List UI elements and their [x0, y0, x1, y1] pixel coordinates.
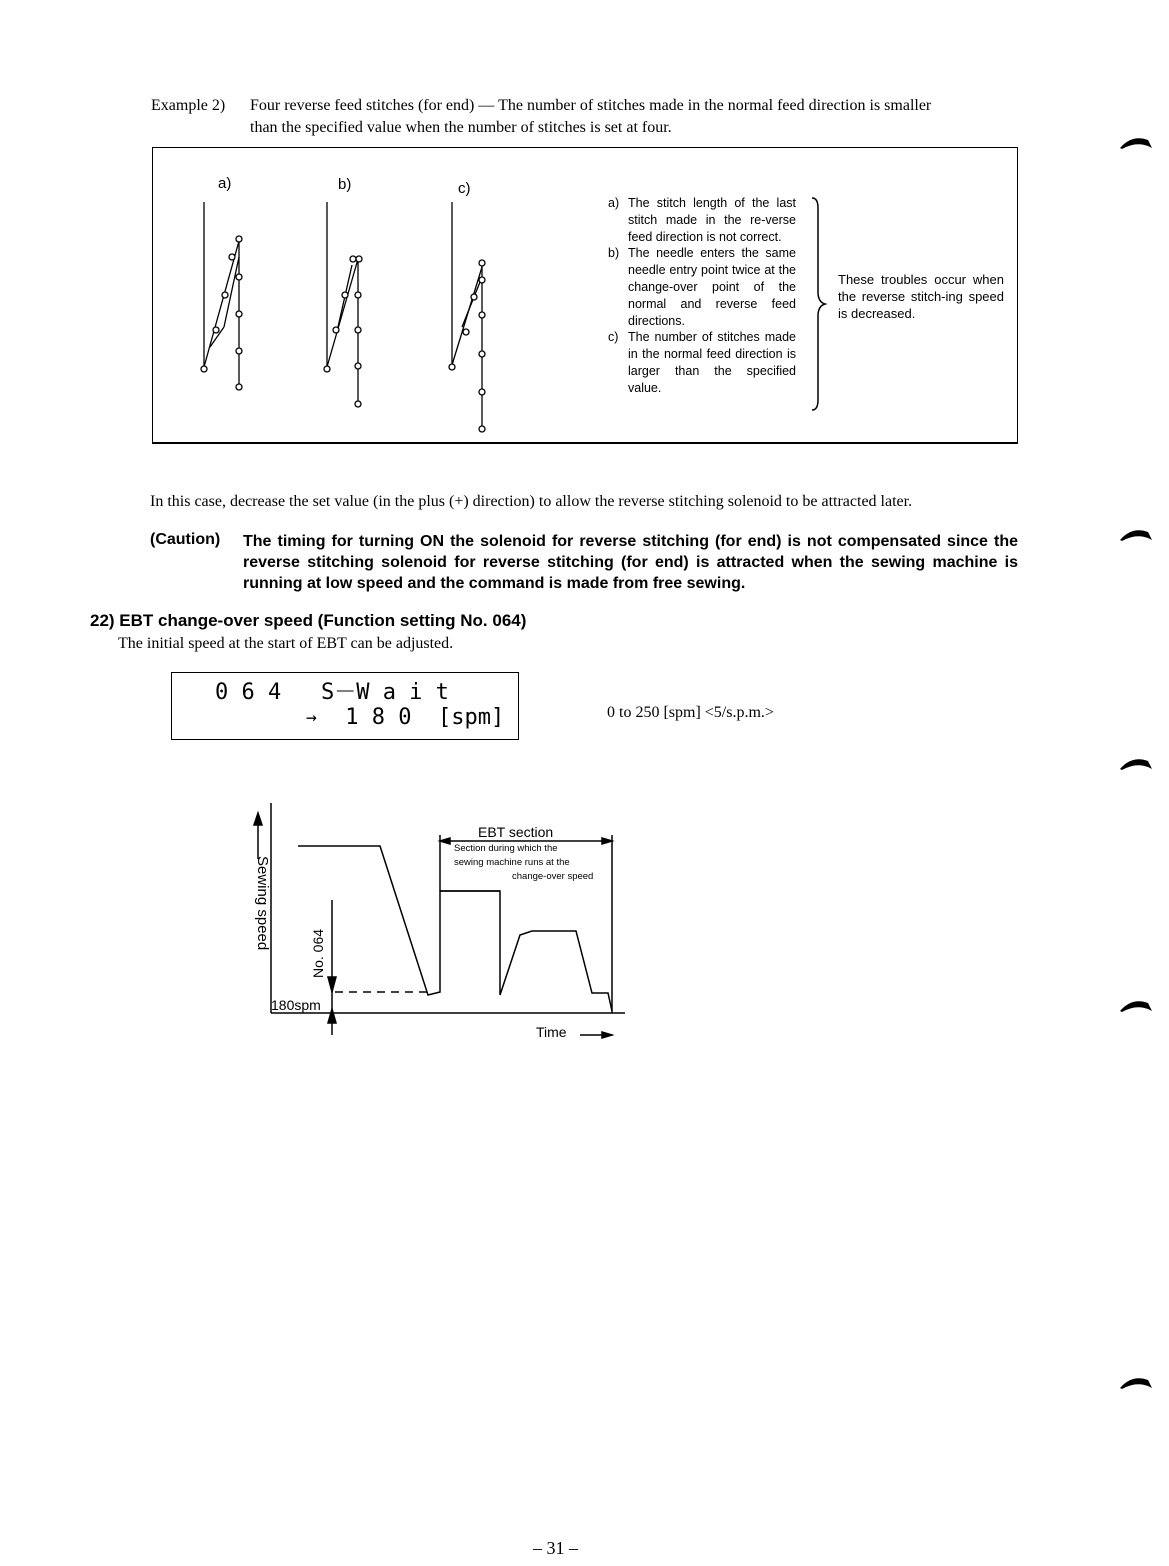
display-line1: 0 6 4 S－W a i t [215, 680, 449, 705]
stitch-diagram-b [324, 202, 362, 407]
note-letter: a) [608, 196, 620, 210]
section-title: 22) EBT change-over speed (Function setting No. 064) [90, 611, 527, 630]
ebt-sub-label-2: sewing machine runs at the [454, 857, 570, 868]
caution-text: The timing for turning ON the solenoid for reverse stitching (for end) is not compensated since the reverse stitching solenoid for reverse stitching (for end) is attracted when the sewing machine is running at low speed and the command is made from free sewing. [243, 533, 1018, 592]
ebt-section-label: EBT section [478, 824, 554, 840]
note-c [608, 329, 796, 396]
note-a [608, 195, 796, 245]
caution-label: (Caution) [150, 531, 221, 548]
arrow-icon: → [306, 707, 317, 728]
ebt-sub-label-3: change-over speed [512, 871, 594, 882]
x-axis-label: Time [536, 1024, 567, 1040]
diagram-label-a: a) [218, 175, 232, 192]
stitch-diagram-a [201, 202, 242, 390]
binder-mark-icon [1118, 995, 1154, 1015]
brace [808, 196, 830, 412]
y-axis-label: Sewing speed [254, 856, 271, 951]
example-label: Example 2) [151, 97, 226, 114]
stitch-diagram-c [449, 202, 485, 432]
note-text: The stitch length of the last stitch made in the re-verse feed direction is not correct. [628, 196, 796, 244]
function-number-label: No. 064 [310, 928, 326, 978]
binder-mark-icon [1118, 1372, 1154, 1392]
speed-value-label: 180spm [271, 997, 321, 1013]
instruction-paragraph: In this case, decrease the set value (in the plus (+) direction) to allow the reverse stitching solenoid to be attracted later. [150, 493, 913, 510]
speed-graph [240, 795, 640, 1055]
trouble-summary: These troubles occur when the reverse stitch-ing speed is decreased. [838, 272, 1004, 321]
section-description: The initial speed at the start of EBT can be adjusted. [118, 635, 454, 652]
diagram-label-b: b) [338, 176, 352, 193]
page-number: – 31 – [533, 1538, 578, 1558]
binder-mark-icon [1118, 524, 1154, 544]
note-letter: b) [608, 246, 620, 261]
display-line2: 1 8 0 [spm] [332, 705, 505, 730]
setting-range: 0 to 250 [spm] <5/s.p.m.> [607, 704, 774, 721]
binder-mark-icon [1118, 132, 1154, 152]
diagram-label-c: c) [458, 180, 471, 197]
note-text: The number of stitches made in the normal feed direction is larger than the specified value. [628, 330, 796, 395]
example-description-line2: than the specified value when the number of stitches is set at four. [250, 119, 672, 136]
note-letter: c) [608, 330, 619, 345]
example-description-line1: Four reverse feed stitches (for end) — The number of stitches made in the normal feed direction is smaller [250, 97, 932, 114]
trouble-notes [608, 195, 796, 397]
function-display [171, 672, 519, 740]
note-b [608, 245, 796, 329]
note-text: The needle enters the same needle entry point twice at the change-over point of the normal and reverse feed directions. [628, 246, 796, 328]
ebt-sub-label-1: Section during which the [454, 843, 558, 854]
binder-mark-icon [1118, 753, 1154, 773]
